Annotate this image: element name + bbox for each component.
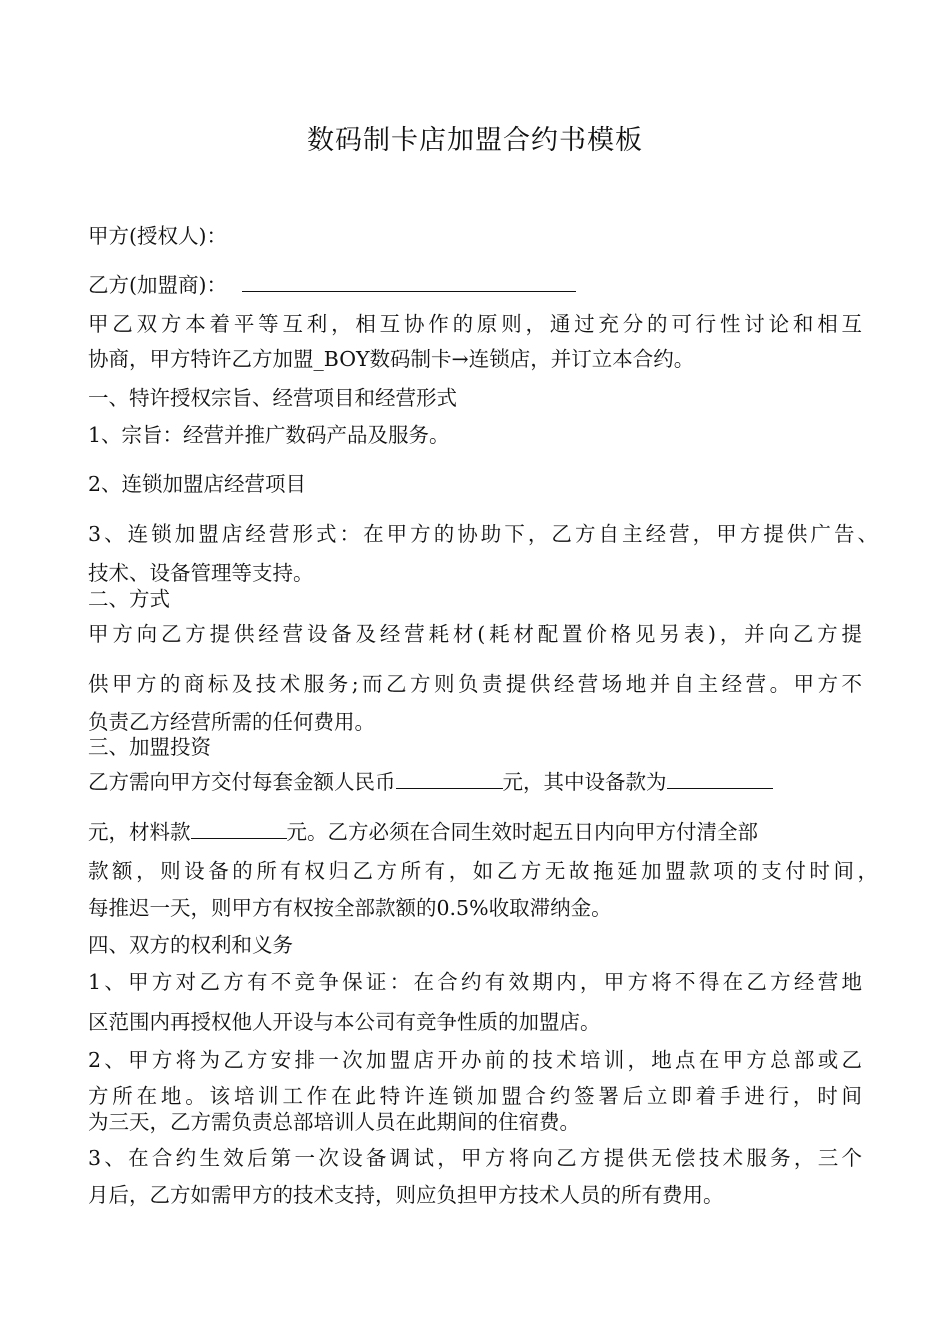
section4-item2-line3: 为三天，乙方需负责总部培训人员在此期间的住宿费。 [88,1110,580,1134]
section1-heading: 一、特许授权宗旨、经营项目和经营形式 [88,386,457,410]
section3-heading: 三、加盟投资 [88,735,211,759]
section3-line3: 款额，则设备的所有权归乙方所有，如乙方无故拖延加盟款项的支付时间， [88,859,878,883]
section1-item2: 2、连锁加盟店经营项目 [88,472,307,496]
section2-heading: 二、方式 [88,587,170,611]
section4-heading: 四、双方的权利和义务 [88,933,293,957]
section2-line2: 供甲方的商标及技术服务;而乙方则负责提供经营场地并自主经营。甲方不 [88,672,862,696]
section3-line1-text-a: 乙方需向甲方交付每套金额人民币 [88,770,396,794]
party-b-label: 乙方(加盟商)： [88,273,227,297]
party-b-blank [242,271,576,292]
section3-line4: 每推迟一天，则甲方有权按全部款额的0.5%收取滞纳金。 [88,896,612,920]
section3-line2-text-a: 元，材料款 [88,820,191,844]
section2-line3: 负责乙方经营所需的任何费用。 [88,710,375,734]
section1-item1: 1、宗旨：经营并推广数码产品及服务。 [88,423,450,447]
section4-item1-line1: 1、甲方对乙方有不竞争保证：在合约有效期内，甲方将不得在乙方经营地 [88,970,862,994]
intro-line-2: 协商，甲方特许乙方加盟_BOY数码制卡→连锁店，并订立本合约。 [88,347,695,371]
section4-item3-line1: 3、在合约生效后第一次设备调试，甲方将向乙方提供无偿技术服务，三个 [88,1146,862,1170]
party-b-row [88,271,576,299]
section1-item3-line1: 3、连锁加盟店经营形式：在甲方的协助下，乙方自主经营，甲方提供广告、 [88,522,878,546]
party-a-label: 甲方(授权人)： [88,224,227,248]
section3-line1 [88,768,773,796]
section3-line1-text-b: 元，其中设备款为 [502,770,667,794]
section4-item1-line2: 区范围内再授权他人开设与本公司有竞争性质的加盟店。 [88,1010,601,1034]
section3-line2 [88,818,758,846]
total-amount-blank [396,768,503,789]
section3-line2-text-b: 元。乙方必须在合同生效时起五日内向甲方付清全部 [286,820,758,844]
section2-line1: 甲方向乙方提供经营设备及经营耗材(耗材配置价格见另表)，并向乙方提 [88,622,862,646]
document-title: 数码制卡店加盟合约书模板 [307,125,643,156]
section4-item3-line2: 月后，乙方如需甲方的技术支持，则应负担甲方技术人员的所有费用。 [88,1183,724,1207]
equipment-amount-blank [667,768,773,789]
section4-item2-line2: 方所在地。该培训工作在此特许连锁加盟合约签署后立即着手进行，时间 [88,1084,862,1108]
intro-line-1: 甲乙双方本着平等互利，相互协作的原则，通过充分的可行性讨论和相互 [88,312,862,336]
material-amount-blank [191,818,287,839]
section4-item2-line1: 2、甲方将为乙方安排一次加盟店开办前的技术培训，地点在甲方总部或乙 [88,1048,862,1072]
section1-item3-line2: 技术、设备管理等支持。 [88,561,314,585]
